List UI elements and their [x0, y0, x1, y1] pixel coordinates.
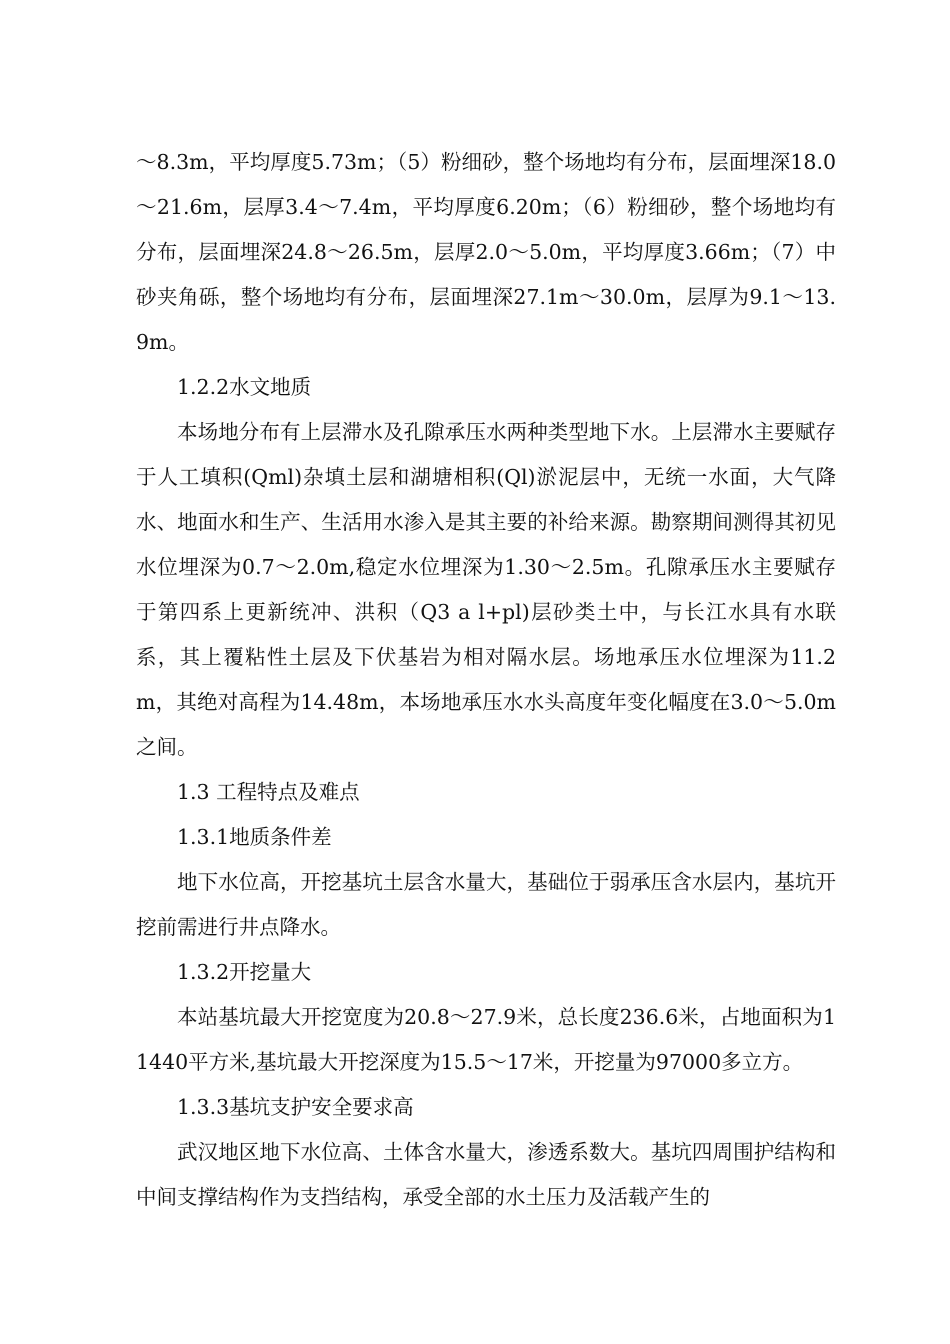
document-body — [136, 140, 836, 1220]
paragraph-support-safety: 武汉地区地下水位高、土体含水量大，渗透系数大。基坑四周围护结构和中间支撑结构作为支挡结构，承受全部的水土压力及活载产生的 — [136, 1140, 836, 1209]
heading-large-excavation: 1.3.2开挖量大 — [177, 960, 312, 984]
heading-support-safety: 1.3.3基坑支护安全要求高 — [177, 1095, 414, 1119]
paragraph-large-excavation: 本站基坑最大开挖宽度为20.8～27.9米，总长度236.6米，占地面积为11440平方米,基坑最大开挖深度为15.5～17米，开挖量为97000多立方。 — [136, 1005, 836, 1074]
paragraph-groundwater: 本场地分布有上层滞水及孔隙承压水两种类型地下水。上层滞水主要赋存于人工填积(Qml)杂填土层和湖塘相积(Ql)淤泥层中，无统一水面，大气降水、地面水和生产、生活用水渗入是其主要的补给来源。勘察期间测得其初见水位埋深为0.7～2.0m,稳定水位埋深为1.30～2.5m。孔隙承压水主要赋存于第四系上更新统冲、洪积（Q3 a l+pl)层砂类土中，与长江水具有水联系，其上覆粘性土层及下伏基岩为相对隔水层。场地承压水位埋深为11.2m，其绝对高程为14.48m，本场地承压水水头高度年变化幅度在3.0～5.0m之间。 — [136, 420, 836, 759]
heading-poor-geology: 1.3.1地质条件差 — [177, 825, 332, 849]
heading-hydrogeology: 1.2.2水文地质 — [177, 375, 312, 399]
paragraph-soil-layers: ～8.3m，平均厚度5.73m；（5）粉细砂，整个场地均有分布，层面埋深18.0～21.6m，层厚3.4～7.4m，平均厚度6.20m；（6）粉细砂，整个场地均有分布，层面埋深24.8～26.5m，层厚2.0～5.0m，平均厚度3.66m；（7）中砂夹角砾，整个场地均有分布，层面埋深27.1m～30.0m，层厚为9.1～13.9m。 — [136, 150, 836, 354]
paragraph-poor-geology: 地下水位高，开挖基坑土层含水量大，基础位于弱承压含水层内，基坑开挖前需进行井点降水。 — [136, 870, 836, 939]
heading-project-features: 1.3 工程特点及难点 — [177, 780, 360, 804]
